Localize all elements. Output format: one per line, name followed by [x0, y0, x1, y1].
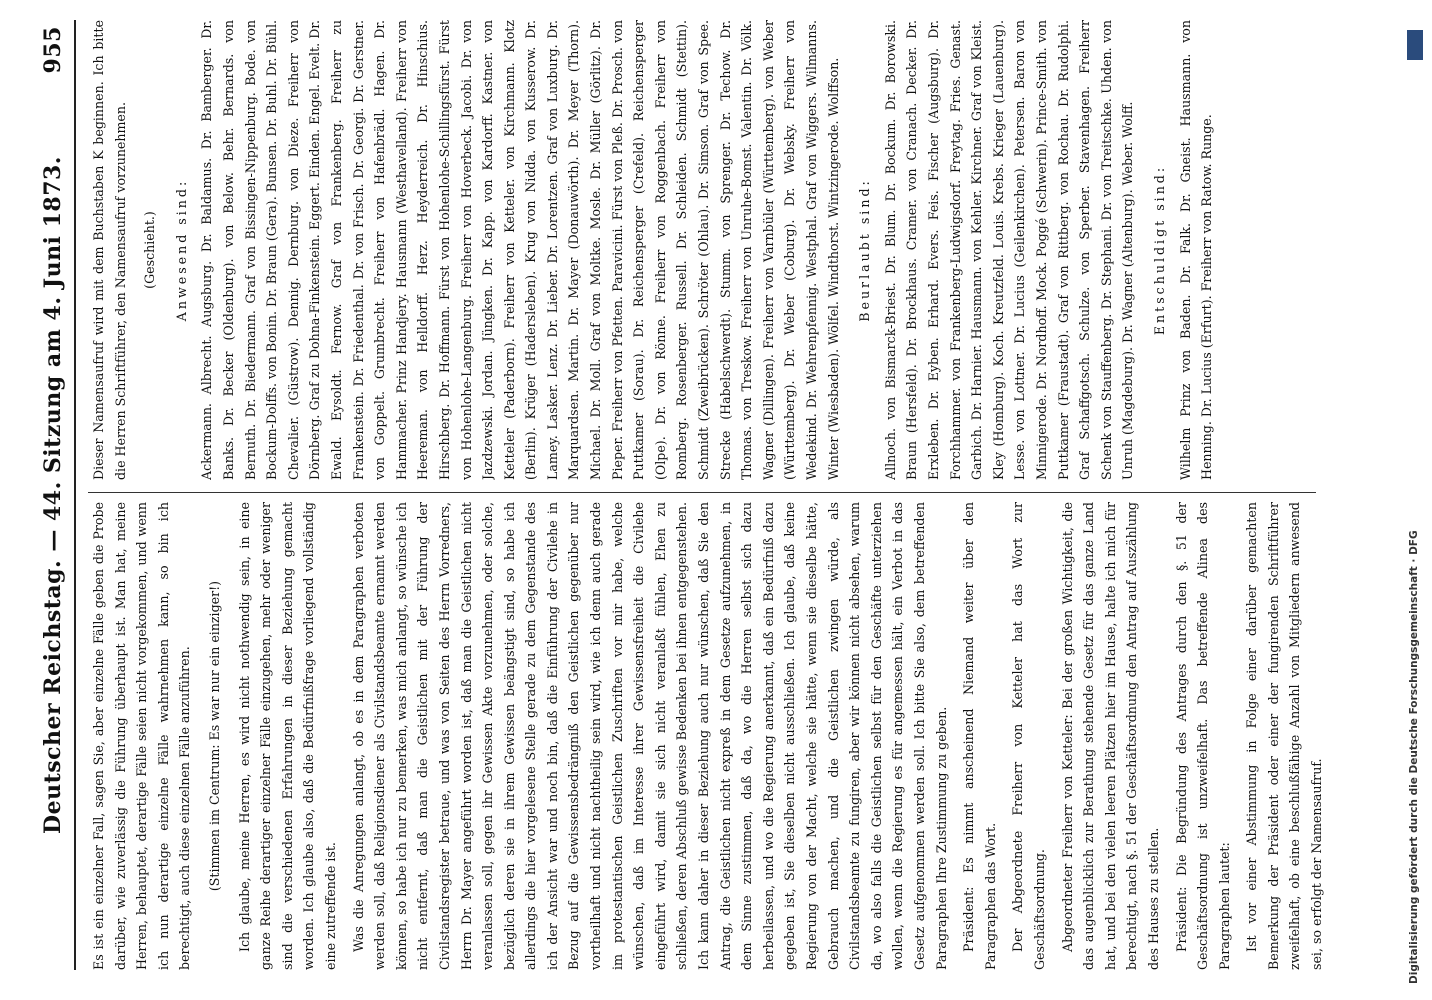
quoted-rule: Ist vor einer Abstimmung in Folge einer darüber gemachten Bemerkung der Präsident oder einer der fungirenden Schriftführer zweifelhaft, ob eine beschlußfähige Anzahl von Mitgliedern anwesend sei, so erfolgt der Namensaufruf. [1244, 502, 1325, 970]
dfg-sidebar [1404, 16, 1426, 984]
page-header-title: Deutscher Reichstag. — 44. Sitzung am 4. Juni 1873. [40, 156, 66, 834]
present-heading: Anwesend sind: [173, 178, 189, 322]
right-column [88, 20, 1346, 480]
paragraph: Abgeordneter Freiherr von Ketteler: Bei der großen Wichtigkeit, die das augenblicklich zur Berathung stehende Gesetz für das ganze Land hat, und bei den vielen leeren Plätzen hier im Hause, halte ich mich für berechtigt, nach §. 51 der Geschäftsordnung den Antrag auf Auszählung des Hauses zu stellen. [1059, 502, 1161, 970]
page-number: 955 [40, 26, 66, 74]
interjection: (Stimmen im Centrum: Es war nur ein einziger!) [206, 580, 222, 892]
paragraph: Der Abgeordnete Freiherr von Ketteler hat das Wort zur Geschäftsordnung. [1010, 502, 1047, 970]
present-names-list: Ackermann. Albrecht. Augsburg. Dr. Baldamus. Dr. Bamberger. Dr. Banks. Dr. Becker (Oldenburg). von Below. Behr. Bernards. von Bernuth. Dr. Biedermann. Graf von Bissingen-Nippenburg. Bode. von Bockum-Dolffs. von Bonin. Dr. Braun (Gera). Bunsen. Dr. Buhl. Dr. Bühl. Chevalier. (Güstrow). Dennig. Dernburg. von Dieze. Freiherr von Dörnberg. Graf zu Dohna-Finkenstein. Eggert. Einden. Engel. Evelt. Dr. Ewald. Eysoldt. Fernow. Graf von Frankenberg. Freiherr zu Frankenstein. Dr. Friedenthal. Dr. von Frisch. Dr. Georgi. Dr. Gerstner. von Goppelt. Grumbrecht. Freiherr von Hafenbrädl. Hagen. Dr. Hammacher. Prinz Handjery. Hausmann (Westhavelland). Freiherr von Heereman. von Helldorff. Herz. Heyderreich. Dr. Hinschius. Hirschberg. Dr. Hoffmann. Fürst von Hohenlohe-Schillingsfürst. Fürst von Hohenlohe-Langenburg. Freiherr von Hoverbeck. Jacobi. Dr. von Jazdzewski. Jordan. Jüngken. Dr. Kapp. von Kardorff. Kastner. von Ketteler (Paderborn). Freiherr von Ketteler. von Kirchmann. Klotz (Berlin). Krüger (Hadersleben). Krug von Nidda. von Kusserow. Dr. Lamey. Lasker. Lenz. Dr. Lieber. Dr. Lorentzen. Graf von Luxburg. Dr. Marquardsen. Martin. Dr. Mayer (Donauwörth). Dr. Meyer (Thorn). Michael. Dr. Moll. Graf von Moltke. Mosle. Dr. Müller (Görlitz). Dr. Pieper. Freiherr von Pfetten. Paravicini. Fürst von Pleß. Dr. Prosch. von Puttkamer (Sorau). Dr. Reichensperger (Crefeld). Reichensperger (Olpe). Dr. von Rönne. Freiherr von Roggenbach. Freiherr von Romberg. Rosenberger. Russell. Dr. Schleiden. Schmidt (Stettin). Schmidt (Zweibrücken). Schröter (Ohlau). Dr. Simson. Graf von Spee. Strecke (Habelschwerdt). Stumm. von Sprenger. Dr. Techow. Dr. Thomas. von Treskow. Freiherr von Unruhe-Bomst. Valentin. Dr. Völk. Wagner (Dillingen). Freiherr von Varnbüler (Württemberg). von Weber (Württemberg). Dr. Weber (Coburg). Dr. Websky. Freiherr von Wedekind. Dr. Wehrenpfennig. Westphal. Graf von Wiggers. Wilmanns. Winter (Wiesbaden). Wölfel. Windthorst. Wintzingerode. Wolffson. [199, 20, 841, 480]
excused-names-list: Wilhelm Prinz von Baden. Dr. Falk. Dr. Gneist. Hausmann. von Henning. Dr. Lucius (Erfurt). Freiherr von Ratow. Runge. [1177, 20, 1215, 480]
paragraph: Es ist ein einzelner Fall, sagen Sie, aber einzelne Fälle geben die Probe darüber, wie zuverlässig die Führung überhaupt ist. Man hat, meine Herren, behauptet, derartige Fälle seien nicht vorgekommen, und wenn ich nun derartige einzelne Fälle wahrnehmen kann, so bin ich berechtigt, auch diese einzelnen Fälle anzuführen. [91, 502, 193, 970]
scanned-page [16, 0, 1376, 1000]
left-column [88, 502, 1346, 970]
column-divider [88, 492, 1316, 493]
dfg-logo-text: DFG [1408, 530, 1420, 555]
paragraph: Was die Anregungen anlangt, ob es in dem Paragraphen verboten werden soll, daß Religionsdiener als Civilstandsbeamte ernannt werden können, so habe ich nur zu bemerken, was mich anlangt, so wünsche ich nicht entfernt, daß man die Geistlichen mit der Führung der Civilstandsregister betraue, und was von Seiten des Herrn Vorredners, Herrn Dr. Mayer angeführt worden ist, daß man die Geistlichen nicht veranlassen soll, gegen ihr Gewissen Akte vorzunehmen, oder solche, bezüglich deren sie in ihrem Gewissen beängstigt sind, so habe ich allerdings die hier vorgelesene Stelle gerade zu dem Gegenstande des ich der Ansicht war und noch bin, daß die Einführung der Civilehe in Bezug auf die Gewissensbedrängniß den Geistlichen gegenüber nur vortheilhaft und nicht nachtheilig sein wird, wie ich denn auch gerade im protestantischen Geistlichen Zuschriften vor mir habe, welche wünschen, daß im Interesse ihrer Gewissensfreiheit die Civilehe eingeführt wird, damit sie sich nicht veranlaßt fühlen, Ehen zu schließen, deren Abschluß gewisse Bedenken bei ihnen entgegenstehen. Ich kann daher in dieser Beziehung auch nur wünschen, daß Sie den Antrag, die Geistlichen nicht expreß in dem Gesetze aufzunehmen, in dem Sinne zustimmen, daß da, wo die Herren selbst sich dazu herbeilassen, und wo die Regierung anerkannt, daß ein Bedürfniß dazu gegeben ist, Sie dieselben nicht ausschließen. Ich glaube, daß keine Regierung von der Macht, welche sie hätte, wenn sie dieselbe hätte, Gebrauch machen, und die Geistlichen zwingen würde, als Civilstandsbeamte zu fungiren, aber wir können nicht absehen, warum da, wo also falls die Geistlichen selbst für den Geschäfte unterziehen wollen, wenn die Regierung es für angemessen hält, ein Verbot in das Gesetz aufgenommen werden soll. Ich bitte Sie also, dem betreffenden Paragraphen Ihre Zustimmung zu geben. [350, 502, 949, 970]
paragraph: Präsident: Es nimmt anscheinend Niemand weiter über den Paragraphen das Wort. [961, 502, 998, 970]
leave-heading: Beurlaubt sind: [857, 178, 873, 322]
dfg-notice-text: Digitalisierung gefördert durch die Deutsche Forschungsgemeinschaft [1408, 566, 1420, 984]
dfg-notice: Digitalisierung gefördert durch die Deutsche Forschungsgemeinschaft · DFG [1408, 530, 1420, 984]
paragraph: Präsident: Die Begründung des Antrages durch den §. 51 der Geschäftsordnung ist unzweifelhaft. Das betreffende Alinea des Paragraphen lautet: [1173, 502, 1232, 970]
running-head [34, 20, 76, 970]
excused-heading: Entschuldigt sind: [1151, 164, 1167, 336]
paragraph: Ich glaube, meine Herren, es wird nicht nothwendig sein, in eine ganze Reihe derartiger einzelner Fälle einzugehen, mehr oder weniger sind die verschiedenen Erfahrungen in dieser Beziehung gemacht worden. Ich glaube also, daß die Bedürfnißfrage vorliegend vollständig eine zutreffende ist. [236, 502, 338, 970]
procedural-note: (Geschieht.) [142, 211, 158, 289]
leave-names-list: Allnoch. von Bismarck-Briest. Dr. Blum. Dr. Bockum. Dr. Borowski. Braun (Hersfeld). Dr. Brockhaus. Cramer. von Cranach. Decker. Dr. Erxleben. Dr. Eyben. Erhard. Evers. Feis. Fischer (Augsburg). Dr. Forchhammer. von Frankenberg-Ludwigsdorf. Freytag. Fries. Genast. Garbich. Dr. Harnier. Hausmann. von Kehler. Kirchner. Graf von Kleist. Kley (Homburg). Koch. Kreutzfeld. Louis. Krebs. Krieger (Lauenburg). Lesse. von Lottner. Dr. Lucius (Geilenkirchen). Petersen. Baron von Minnigerode. Dr. Nordhoff. Mock. Poggé (Schwerin). Prince-Smith. von Puttkamer (Fraustadt). Graf von Rittberg. von Rochau. Dr. Rudolphi. Graf Schaffgotsch. Schulze. von Sperber. Stavenhagen. Freiherr Schenk von Stauffenberg. Dr. Stephani. Dr. von Treitschke. Uhden. von Unruh (Magdeburg). Dr. Wagner (Altenburg). Weber. Wolff. [882, 20, 1136, 480]
intro-paragraph: Dieser Namensaufruf wird mit dem Buchstaben K beginnen. Ich bitte die Herren Schriftführer, den Namensaufruf vorzunehmen. [91, 20, 128, 480]
